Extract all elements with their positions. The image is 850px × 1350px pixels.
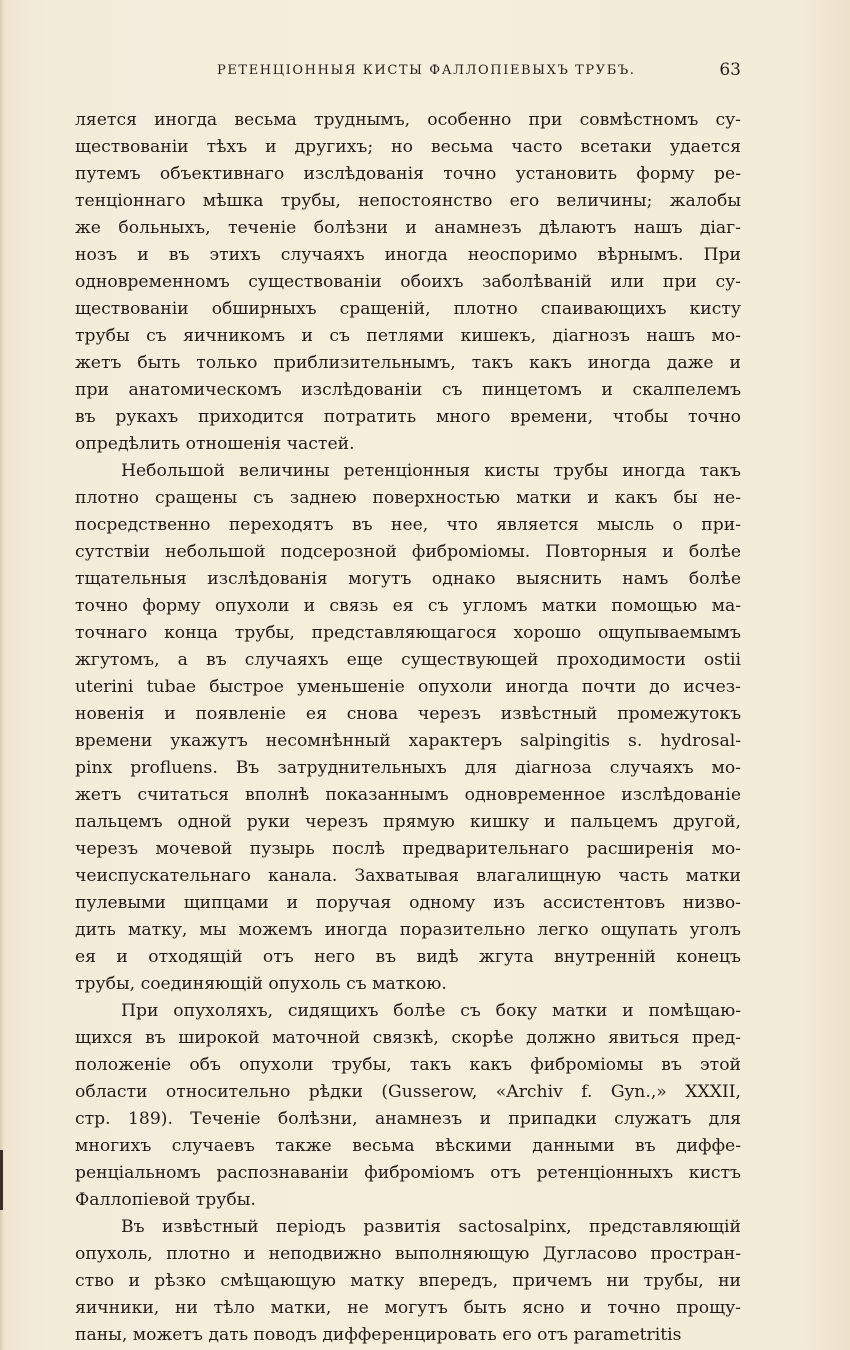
text-line: жетъ быть только приблизительнымъ, такъ какъ иногда даже и <box>75 353 741 373</box>
text-line: времени укажутъ несомнѣнный характеръ salpingitis s. hydrosal- <box>75 731 741 751</box>
text-line: тенціоннаго мѣшка трубы, непостоянство его величины; жалобы <box>75 191 741 211</box>
text-line: ществованіи тѣхъ и другихъ; но весьма часто всетаки удается <box>75 137 741 157</box>
text-line: тщательныя изслѣдованія могутъ однако выяснить намъ болѣе <box>75 569 741 589</box>
text-line: трубы съ яичникомъ и съ петлями кишекъ, діагнозъ нашъ мо- <box>75 326 741 346</box>
running-title: РЕТЕНЦІОННЫЯ КИСТЫ ФАЛЛОПІЕВЫХЪ ТРУБЪ. <box>217 63 636 78</box>
text-line: при анатомическомъ изслѣдованіи съ пинцетомъ и скалпелемъ <box>75 380 741 400</box>
paragraph <box>75 1214 741 1349</box>
text-line: многихъ случаевъ также весьма вѣскими данными въ диффе- <box>75 1136 741 1156</box>
text-line: pinx profluens. Въ затруднительныхъ для діагноза случаяхъ мо- <box>75 758 741 778</box>
text-line: uterini tubae быстрое уменьшеніе опухоли иногда почти до исчез- <box>75 677 741 697</box>
text-line: жетъ считаться вполнѣ показаннымъ одновременное изслѣдованіе <box>75 785 741 805</box>
text-line: Въ извѣстный періодъ развитія sactosalpinx, представляющій <box>121 1217 741 1237</box>
text-line: сутствіи небольшой подсерозной фиброміомы. Повторныя и болѣе <box>75 542 741 562</box>
scan-mark <box>0 1150 3 1210</box>
text-line: паны, можетъ дать поводъ дифференцировать его отъ parametritis <box>75 1325 682 1345</box>
text-line: черезъ мочевой пузырь послѣ предварительнаго расширенія мо- <box>75 839 741 859</box>
paragraph <box>75 998 741 1214</box>
text-line: пальцемъ одной руки черезъ прямую кишку и пальцемъ другой, <box>75 812 741 832</box>
text-line: области относительно рѣдки (Gusserow, «Archiv f. Gyn.,» XXXII, <box>75 1082 741 1102</box>
text-line: положеніе объ опухоли трубы, такъ какъ фиброміомы въ этой <box>75 1055 741 1075</box>
text-line: плотно сращены съ заднею поверхностью матки и какъ бы не- <box>75 488 741 508</box>
text-line: ренціальномъ распознаваніи фиброміомъ отъ ретенціонныхъ кистъ <box>75 1163 741 1183</box>
text-line: яичники, ни тѣло матки, не могутъ быть ясно и точно прощу- <box>75 1298 741 1318</box>
text-line: опухоль, плотно и неподвижно выполняющую Дугласово простран- <box>75 1244 741 1264</box>
text-line: путемъ объективнаго изслѣдованія точно установить форму ре- <box>75 164 741 184</box>
text-line: стр. 189). Теченіе болѣзни, анамнезъ и припадки служатъ для <box>75 1109 741 1129</box>
text-line: въ рукахъ приходится потратить много времени, чтобы точно <box>75 407 741 427</box>
running-header <box>76 60 741 84</box>
body-text <box>75 107 741 1349</box>
text-line: чеиспускательнаго канала. Захватывая влагалищную часть матки <box>75 866 741 886</box>
text-line: Небольшой величины ретенціонныя кисты трубы иногда такъ <box>121 461 741 481</box>
text-line: ство и рѣзко смѣщающую матку впередъ, причемъ ни трубы, ни <box>75 1271 741 1291</box>
text-line: новенія и появленіе ея снова черезъ извѣстный промежутокъ <box>75 704 741 724</box>
text-line: жгутомъ, а въ случаяхъ еще существующей проходимости ostii <box>75 650 741 670</box>
text-line: щихся въ широкой маточной связкѣ, скорѣе должно явиться пред- <box>75 1028 741 1048</box>
page-number: 63 <box>719 60 741 80</box>
text-line: нозъ и въ этихъ случаяхъ иногда неоспоримо вѣрнымъ. При <box>75 245 741 265</box>
paragraph <box>75 107 741 458</box>
text-line: точнаго конца трубы, представляющагося хорошо ощупываемымъ <box>75 623 741 643</box>
text-line: дить матку, мы можемъ иногда поразительно легко ощупать уголъ <box>75 920 741 940</box>
text-line: Фаллопіевой трубы. <box>75 1190 256 1210</box>
text-line: При опухоляхъ, сидящихъ болѣе съ боку матки и помѣщаю- <box>121 1001 741 1021</box>
scan-edge <box>0 0 4 1350</box>
paragraph <box>75 458 741 998</box>
text-line: посредственно переходятъ въ нее, что является мысль о при- <box>75 515 741 535</box>
text-line: же больныхъ, теченіе болѣзни и анамнезъ дѣлаютъ нашъ діаг- <box>75 218 741 238</box>
text-line: точно форму опухоли и связь ея съ угломъ матки помощью ма- <box>75 596 741 616</box>
text-line: пулевыми щипцами и поручая одному изъ ассистентовъ низво- <box>75 893 741 913</box>
text-line: одновременномъ существованіи обоихъ заболѣваній или при су- <box>75 272 741 292</box>
text-line: ея и отходящій отъ него въ видѣ жгута внутренній конецъ <box>75 947 741 967</box>
text-line: ществованіи обширныхъ сращеній, плотно спаивающихъ кисту <box>75 299 741 319</box>
text-line: ляется иногда весьма труднымъ, особенно при совмѣстномъ су- <box>75 110 741 130</box>
text-line: трубы, соединяющій опухоль съ маткою. <box>75 974 447 994</box>
text-line: опредѣлить отношенія частей. <box>75 434 355 454</box>
